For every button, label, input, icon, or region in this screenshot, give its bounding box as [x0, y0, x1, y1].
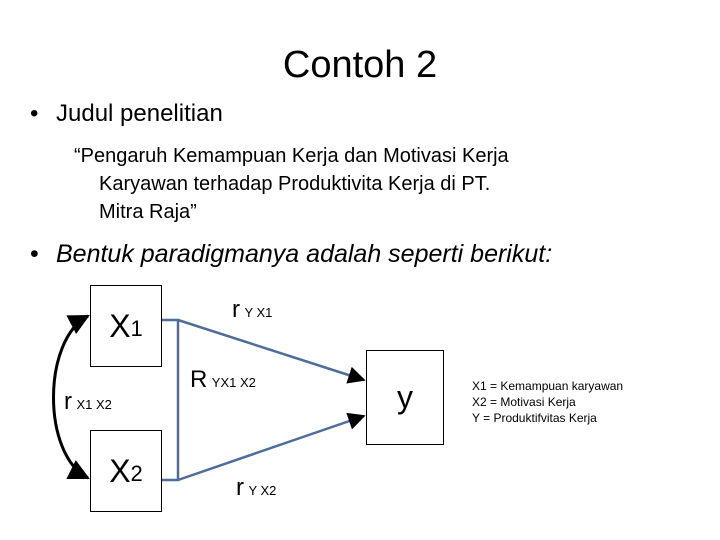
bullet-text: Bentuk paradigmanya adalah seperti berikut: [56, 240, 553, 268]
slide-title: Contoh 2 [282, 44, 438, 86]
label-r-y-x2: r Y X2 [236, 474, 277, 501]
quote-line-3: Mitra Raja” [99, 201, 197, 223]
legend-item-y: Y = Produktifvitas Kerja [472, 411, 597, 425]
quote-line-1: “Pengaruh Kemampuan Kerja dan Motivasi Kerja [74, 145, 509, 167]
bullet-dot: • [30, 100, 39, 127]
box-x1: X 1 [90, 285, 162, 367]
box-y: y [366, 350, 444, 445]
bullet-text: Judul penelitian [56, 100, 223, 127]
legend-item-x2: X2 = Motivasi Kerja [472, 395, 576, 409]
bullet-dot: • [30, 240, 39, 268]
label-r-y-x1: r Y X1 [232, 296, 273, 323]
label-r-x1-x2: r X1 X2 [64, 388, 112, 415]
arrow-x2-to-y [178, 416, 364, 480]
variable-legend [472, 378, 623, 426]
legend-item-x1: X1 = Kemampuan karyawan [472, 379, 624, 393]
quote-line-2: Karyawan terhadap Produktivita Kerja di PT. [99, 173, 491, 195]
label-R-y-x1-x2: R YX1 X2 [190, 366, 256, 393]
connector-bracket [162, 320, 178, 480]
box-x2: X 2 [90, 430, 162, 512]
